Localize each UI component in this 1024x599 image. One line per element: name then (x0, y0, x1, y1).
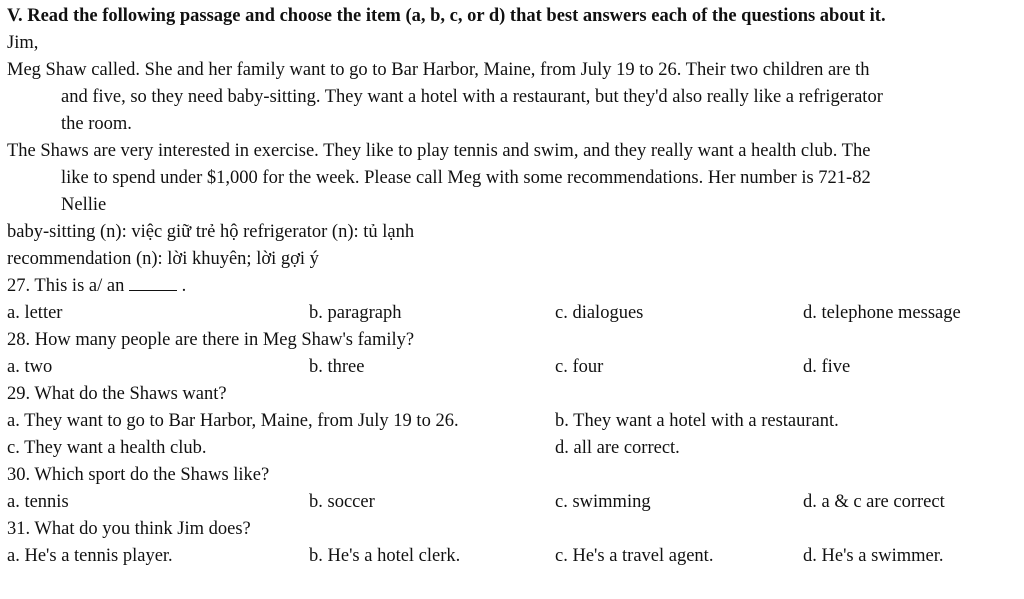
question-28: 28. How many people are there in Meg Shaw's family? (7, 330, 415, 350)
vocab-line: baby-sitting (n): việc giữ trẻ hộ refrigerator (n): tủ lạnh (7, 222, 415, 242)
option-a: a. two (7, 357, 53, 377)
option-b: b. soccer (309, 492, 375, 512)
passage-line: The Shaws are very interested in exercise. They like to play tennis and swim, and they really want a health club. The (7, 141, 871, 161)
option-b: b. He's a hotel clerk. (309, 546, 461, 566)
question-31: 31. What do you think Jim does? (7, 519, 251, 539)
option-c: c. swimming (555, 492, 651, 512)
option-b: b. paragraph (309, 303, 402, 323)
option-a: a. He's a tennis player. (7, 546, 173, 566)
option-c: c. four (555, 357, 604, 377)
option-c: c. They want a health club. (7, 438, 207, 458)
section-title: V. Read the following passage and choose the item (a, b, c, or d) that best answers each of the questions about it. (7, 6, 886, 26)
vocab-line: recommendation (n): lời khuyên; lời gợi ý (7, 249, 319, 269)
option-a: a. They want to go to Bar Harbor, Maine, from July 19 to 26. (7, 411, 459, 431)
option-d: d. all are correct. (555, 438, 680, 458)
option-b: b. They want a hotel with a restaurant. (555, 411, 839, 431)
question-end: . (181, 276, 187, 296)
option-d: d. a & c are correct (803, 492, 945, 512)
option-b: b. three (309, 357, 365, 377)
option-a: a. tennis (7, 492, 69, 512)
option-d: d. He's a swimmer. (803, 546, 944, 566)
passage-line: Meg Shaw called. She and her family want to go to Bar Harbor, Maine, from July 19 to 26. Their two children are th (7, 60, 870, 80)
salutation: Jim, (7, 33, 39, 53)
question-30: 30. Which sport do the Shaws like? (7, 465, 270, 485)
passage-line: and five, so they need baby-sitting. They want a hotel with a restaurant, but they'd also really like a refrigerator (61, 87, 883, 107)
option-d: d. telephone message (803, 303, 961, 323)
option-d: d. five (803, 357, 851, 377)
question-27 (7, 276, 186, 297)
option-c: c. dialogues (555, 303, 644, 323)
option-c: c. He's a travel agent. (555, 546, 714, 566)
passage-line: the room. (61, 114, 132, 134)
question-29: 29. What do the Shaws want? (7, 384, 227, 404)
option-a: a. letter (7, 303, 63, 323)
question-stem: 27. This is a/ an (7, 276, 125, 296)
passage-line: like to spend under $1,000 for the week. Please call Meg with some recommendations. Her number is 721-82 (61, 168, 871, 188)
signature: Nellie (61, 195, 107, 215)
answer-blank (129, 276, 177, 291)
